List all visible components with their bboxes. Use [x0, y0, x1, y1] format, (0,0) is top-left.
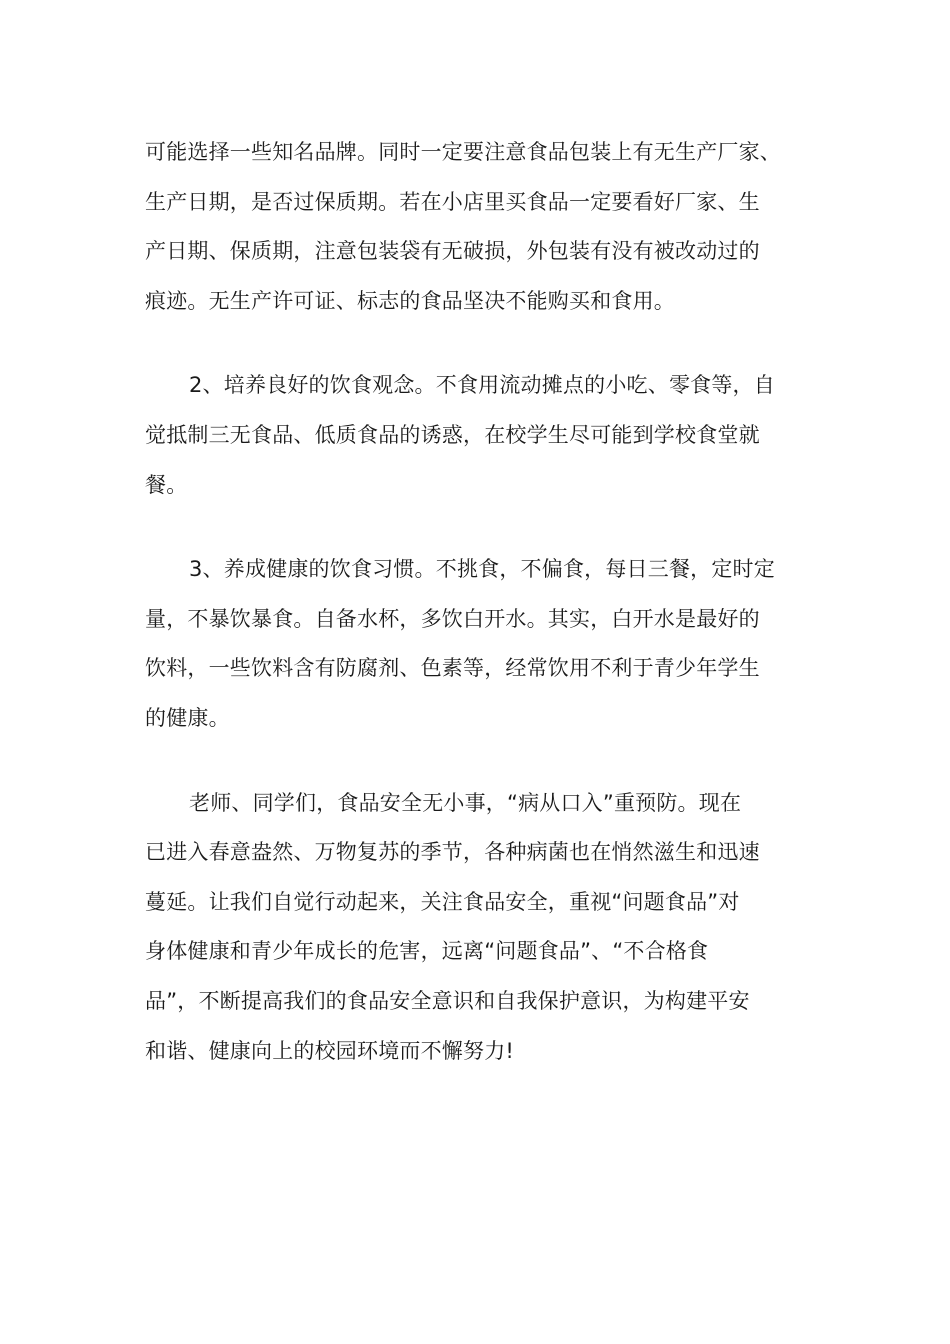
paragraph-conclusion [145, 779, 805, 1077]
paragraph-line: 量，不暴饮暴食。自备水杯，多饮白开水。其实，白开水是最好的 [145, 606, 760, 631]
paragraph-line: 老师、同学们，食品安全无小事，“病从口入”重预防。现在 [189, 790, 742, 815]
paragraph-line: 2、培养良好的饮食观念。不食用流动摊点的小吃、零食等，自 [189, 373, 775, 398]
paragraph-line: 产日期、保质期，注意包装袋有无破损，外包装有没有被改动过的 [145, 239, 760, 264]
paragraph-line: 和谐、健康向上的校园环境而不懈努力! [145, 1038, 515, 1063]
paragraph-line: 已进入春意盎然、万物复苏的季节，各种病菌也在悄然滋生和迅速 [145, 840, 760, 865]
paragraph-line: 餐。 [145, 472, 188, 497]
paragraph-line: 品”，不断提高我们的食品安全意识和自我保护意识，为构建平安 [145, 988, 750, 1013]
document-body [145, 128, 805, 1111]
paragraph-point-3 [145, 545, 805, 743]
paragraph-line: 身体健康和青少年成长的危害，远离“问题食品”、“不合格食 [145, 939, 709, 964]
paragraph-line: 3、养成健康的饮食习惯。不挑食，不偏食，每日三餐，定时定 [189, 557, 775, 582]
paragraph-point-2 [145, 361, 805, 510]
paragraph-line: 痕迹。无生产许可证、标志的食品坚决不能购买和食用。 [145, 288, 675, 313]
paragraph-line: 蔓延。让我们自觉行动起来，关注食品安全，重视“问题食品”对 [145, 889, 740, 914]
paragraph-line: 饮料，一些饮料含有防腐剂、色素等，经常饮用不利于青少年学生 [145, 656, 760, 681]
paragraph-line: 可能选择一些知名品牌。同时一定要注意食品包装上有无生产厂家、 [145, 140, 781, 164]
paragraph-line: 觉抵制三无食品、低质食品的诱惑，在校学生尽可能到学校食堂就 [145, 422, 760, 447]
paragraph-line: 的健康。 [145, 705, 230, 730]
paragraph-food-purchase-tips [145, 128, 805, 326]
paragraph-line: 生产日期，是否过保质期。若在小店里买食品一定要看好厂家、生 [145, 189, 760, 214]
